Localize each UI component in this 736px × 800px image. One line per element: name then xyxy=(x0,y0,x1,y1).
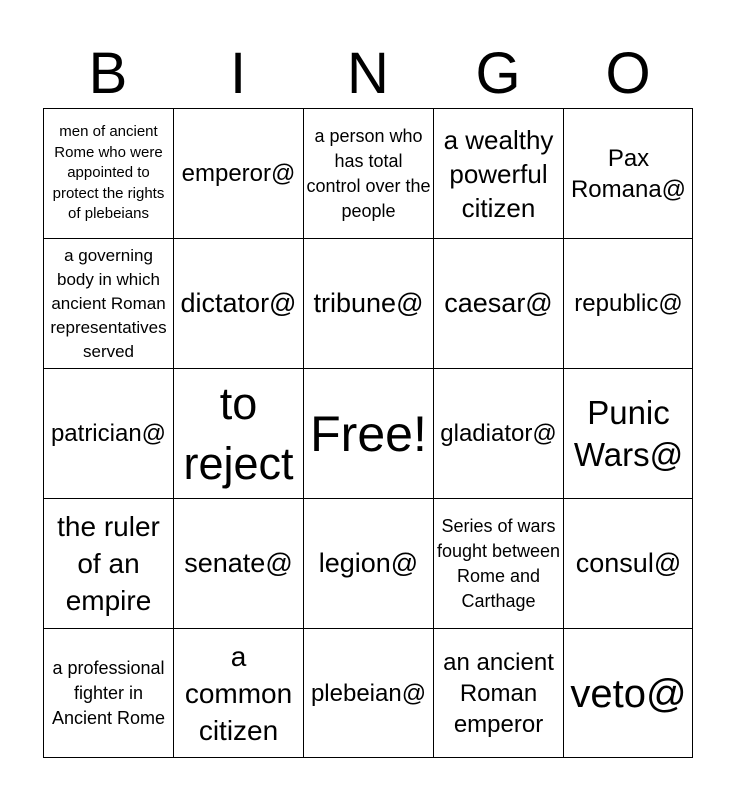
header-letter-i: I xyxy=(229,41,247,106)
cell-text: legion@ xyxy=(318,548,419,578)
cell-text: a person who has total control over the people xyxy=(306,125,431,221)
bingo-cell[interactable] xyxy=(563,108,693,238)
cell-text: to reject xyxy=(183,377,294,489)
bingo-cell[interactable] xyxy=(303,628,433,758)
cell-text: plebeian@ xyxy=(310,680,427,707)
cell-text: Free! xyxy=(310,405,427,462)
bingo-card-grid xyxy=(43,108,693,758)
header-letter-o: O xyxy=(605,41,651,106)
bingo-cell[interactable] xyxy=(433,108,563,238)
bingo-cell[interactable] xyxy=(563,238,693,368)
bingo-cell[interactable] xyxy=(563,368,693,498)
bingo-cell[interactable] xyxy=(173,108,303,238)
free-space-cell[interactable] xyxy=(303,368,433,498)
bingo-cell[interactable] xyxy=(433,368,563,498)
bingo-cell[interactable] xyxy=(173,498,303,628)
cell-text: a wealthy powerful citizen xyxy=(443,124,554,223)
cell-text: men of ancient Rome who were appointed to protect the rights of plebeians xyxy=(52,123,165,223)
bingo-cell[interactable] xyxy=(43,628,173,758)
bingo-cell[interactable] xyxy=(173,238,303,368)
bingo-cell[interactable] xyxy=(43,108,173,238)
cell-text: emperor@ xyxy=(181,160,296,187)
bingo-cell[interactable] xyxy=(43,238,173,368)
bingo-cell[interactable] xyxy=(563,628,693,758)
cell-text: a professional fighter in Ancient Rome xyxy=(51,658,166,728)
bingo-cell[interactable] xyxy=(173,368,303,498)
header-letter-b: B xyxy=(88,41,128,106)
cell-text: Series of wars fought between Rome and Carthage xyxy=(436,515,561,611)
cell-text: dictator@ xyxy=(180,288,297,318)
bingo-cell[interactable] xyxy=(43,498,173,628)
cell-text: patrician@ xyxy=(50,420,167,447)
cell-text: tribune@ xyxy=(313,288,424,318)
bingo-cell[interactable] xyxy=(173,628,303,758)
bingo-cell[interactable] xyxy=(433,238,563,368)
cell-text: the ruler of an empire xyxy=(57,511,160,616)
bingo-cell[interactable] xyxy=(563,498,693,628)
bingo-cell[interactable] xyxy=(43,368,173,498)
cell-text: gladiator@ xyxy=(440,420,557,447)
cell-text: caesar@ xyxy=(444,288,553,318)
bingo-header xyxy=(43,40,693,108)
cell-text: Punic Wars@ xyxy=(573,393,684,473)
header-letter-n: N xyxy=(347,41,389,106)
header-letter-g: G xyxy=(475,41,521,106)
bingo-cell[interactable] xyxy=(303,108,433,238)
cell-text: senate@ xyxy=(184,548,293,578)
bingo-cell[interactable] xyxy=(303,238,433,368)
bingo-cell[interactable] xyxy=(433,498,563,628)
cell-text: a common citizen xyxy=(184,641,293,746)
cell-text: republic@ xyxy=(574,290,683,317)
cell-text: veto@ xyxy=(570,671,687,716)
cell-text: an ancient Roman emperor xyxy=(443,649,554,738)
cell-text: a governing body in which ancient Roman representatives served xyxy=(50,245,167,361)
bingo-cell[interactable] xyxy=(433,628,563,758)
cell-text: consul@ xyxy=(575,548,682,578)
bingo-cell[interactable] xyxy=(303,498,433,628)
cell-text: Pax Romana@ xyxy=(570,144,687,203)
